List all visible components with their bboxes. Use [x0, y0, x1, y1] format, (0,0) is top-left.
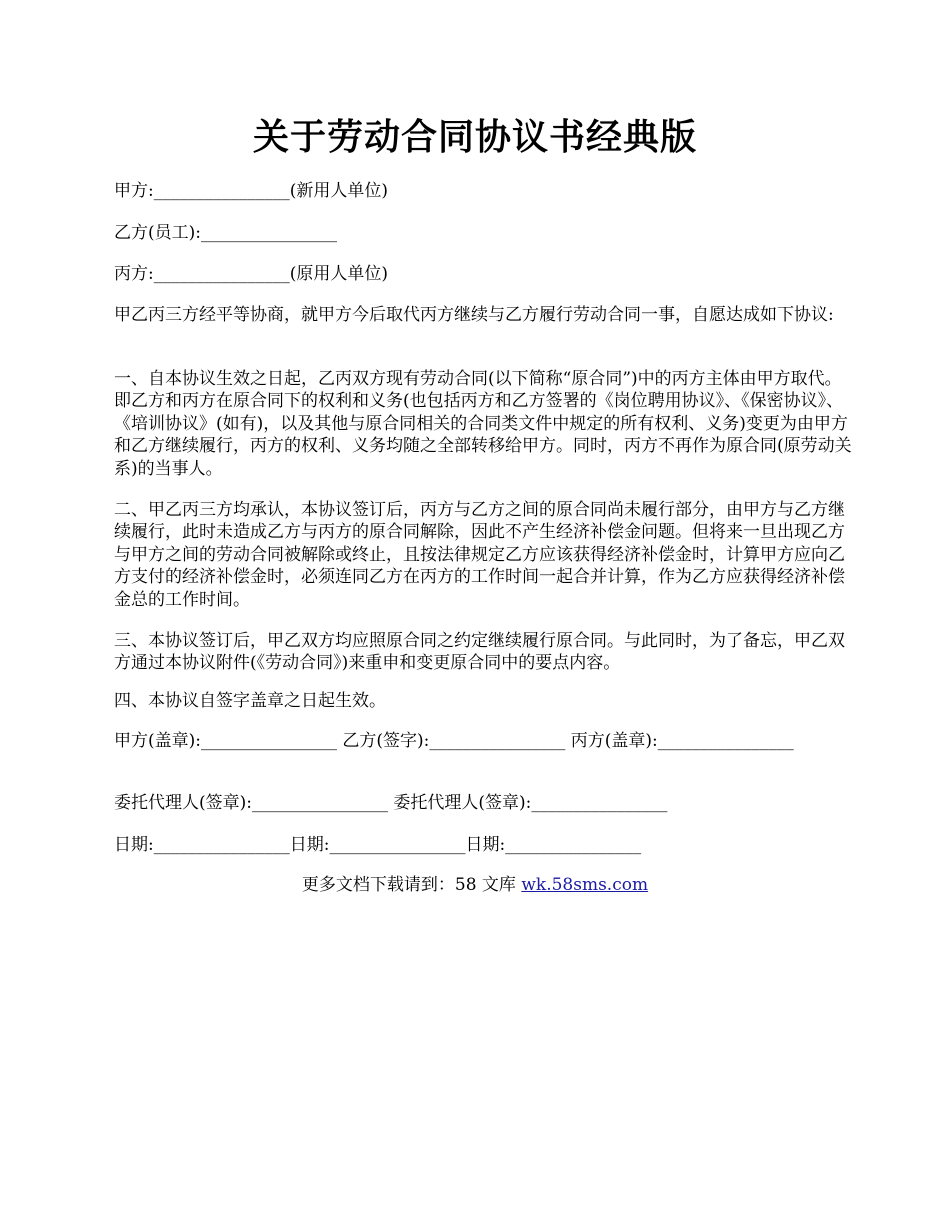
- intro-paragraph: 甲乙丙三方经平等协商，就甲方今后取代丙方继续与乙方履行劳动合同一事，自愿达成如下协议:: [114, 305, 834, 325]
- clause-2-paragraph: 二、甲乙丙三方均承认，本协议签订后，丙方与乙方之间的原合同尚未履行部分，由甲方与乙方继续履行，此时未造成乙方与丙方的原合同解除，因此不产生经济补偿金问题。但将来一旦出现乙方与甲方之间的劳动合同被解除或终止，且按法律规定乙方应该获得经济补偿金时，计算甲方应向乙方支付的经济补偿金时，必须连同乙方在丙方的工作时间一起合并计算，作为乙方应获得经济补偿金总的工作时间。: [114, 500, 845, 610]
- footer: [0, 874, 950, 896]
- footer-link[interactable]: wk.58sms.com: [521, 875, 649, 895]
- party-c-line: 丙方:________________(原用人单位): [114, 264, 388, 284]
- footer-text: 更多文档下载请到：58 文库: [301, 875, 522, 895]
- document-title: 关于劳动合同协议书经典版: [252, 116, 697, 158]
- party-a-line: 甲方:________________(新用人单位): [114, 181, 388, 201]
- signature-line: 甲方(盖章):________________ 乙方(签字):________________ 丙方(盖章):________________: [114, 731, 794, 751]
- clause-3-paragraph: 三、本协议签订后，甲乙双方均应照原合同之约定继续履行原合同。与此同时，为了备忘，甲乙双方通过本协议附件(《劳动合同》)来重申和变更原合同中的要点内容。: [114, 631, 845, 674]
- party-b-line: 乙方(员工):________________: [114, 223, 337, 243]
- clause-4-paragraph: 四、本协议自签字盖章之日起生效。: [114, 691, 386, 711]
- agent-signature-line: 委托代理人(签章):________________ 委托代理人(签章):________________: [114, 793, 668, 813]
- date-line: 日期:________________日期:________________日期:________________: [114, 835, 642, 855]
- clause-1-paragraph: 一、自本协议生效之日起，乙丙双方现有劳动合同(以下简称“原合同”)中的丙方主体由甲方取代。即乙方和丙方在原合同下的权利和义务(也包括丙方和乙方签署的《岗位聘用协议》、《保密协议》、《培训协议》(如有)，以及其他与原合同相关的合同类文件中规定的所有权利、义务)变更为由甲方和乙方继续履行，丙方的权利、义务均随之全部转移给甲方。同时，丙方不再作为原合同(原劳动关系)的当事人。: [114, 369, 852, 479]
